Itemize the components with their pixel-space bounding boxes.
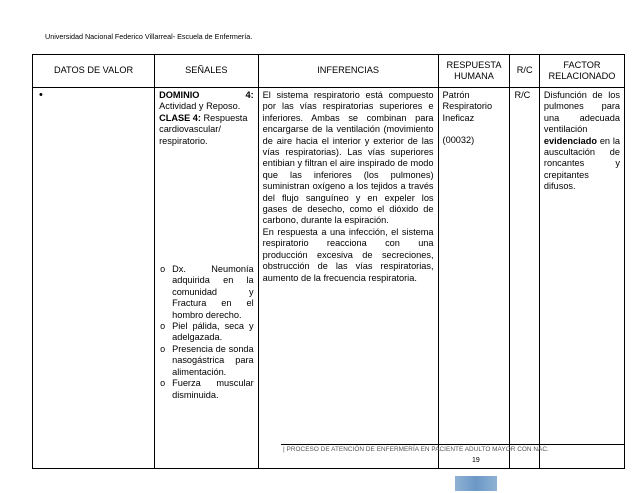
dominio-heading <box>159 90 254 101</box>
cell-factor <box>539 88 624 469</box>
bullet-marker: • <box>39 89 43 101</box>
dominio-number: 4: <box>245 90 254 100</box>
list-item: o Dx. Neumonía adquirida en la comunidad y Fractura en el hombro derecho. <box>159 264 254 321</box>
respuesta-code: (00032) <box>442 135 475 146</box>
page-number: 19 <box>472 457 480 464</box>
care-plan-table <box>32 54 625 469</box>
clase-block <box>159 113 254 147</box>
cell-respuesta <box>438 88 510 469</box>
list-item: o Presencia de sonda nasogástrica para alimentación. <box>159 344 254 378</box>
clase-text: Respuesta cardiovascular/ respiratorio. <box>159 112 248 146</box>
rc-text: R/C <box>514 90 531 100</box>
respuesta-gap <box>443 124 506 135</box>
column-header-factor: FACTOR RELACIONADO <box>539 55 624 88</box>
footer-divider <box>281 444 625 445</box>
cell-rc <box>510 88 539 469</box>
column-header-rc: R/C <box>510 55 539 88</box>
factor-text-post: en la auscultación de roncantes y crepitantes difusos. <box>543 135 620 192</box>
factor-text-bold: evidenciado <box>543 135 598 146</box>
table-header-row <box>33 55 625 88</box>
column-header-inferencias: INFERENCIAS <box>258 55 438 88</box>
dominio-text: Actividad y Reposo. <box>159 101 241 112</box>
column-header-respuesta: RESPUESTA HUMANA <box>438 55 510 88</box>
inferencias-paragraph-2: En respuesta a una infección, el sistema respiratorio reacciona con una producción excesiva de secreciones, obstrucción de las vías respiratorias, aumento de la frecuencia respiratoria. <box>262 226 434 283</box>
list-item: o Piel pálida, seca y adelgazada. <box>159 321 254 344</box>
clase-label: CLASE 4: <box>159 112 201 123</box>
page-header: Universidad Nacional Federico Villarreal- Escuela de Enfermería. <box>45 32 253 41</box>
column-header-datos: DATOS DE VALOR <box>33 55 155 88</box>
dominio-label: DOMINIO <box>159 90 200 100</box>
column-header-senales: SEÑALES <box>155 55 259 88</box>
cell-senales <box>155 88 259 469</box>
respuesta-text: Patrón Respiratorio Ineficaz <box>442 90 493 123</box>
senales-list <box>159 264 254 401</box>
table-row <box>33 88 625 469</box>
senales-spacer <box>159 147 254 264</box>
list-item: o Fuerza muscular disminuida. <box>159 378 254 401</box>
inferencias-paragraph-1: El sistema respiratorio está compuesto por las vías respiratorias superiores e inferiores. Ambas se combinan para encargarse de la ventilación (movimiento de aire hacia el interior y exterior de las vías respiratorias). Las vías superiores entibian y filtran el aire inspirado de modo que las inferiores (los pulmones) suministran oxígeno a los tejidos a través del flujo sanguíneo y en expeler los gases de desecho, como el dióxido de carbono, durante la espiración. <box>262 90 434 226</box>
footer-text: | PROCESO DE ATENCIÓN DE ENFERMERÍA EN PACIENTE ADULTO MAYOR CON NAC. <box>283 446 549 453</box>
cell-datos <box>33 88 155 469</box>
factor-text-pre: Disfunción de los pulmones para una adecuada ventilación <box>543 90 620 135</box>
footer-decorative-bar <box>455 476 497 491</box>
cell-inferencias <box>258 88 438 469</box>
